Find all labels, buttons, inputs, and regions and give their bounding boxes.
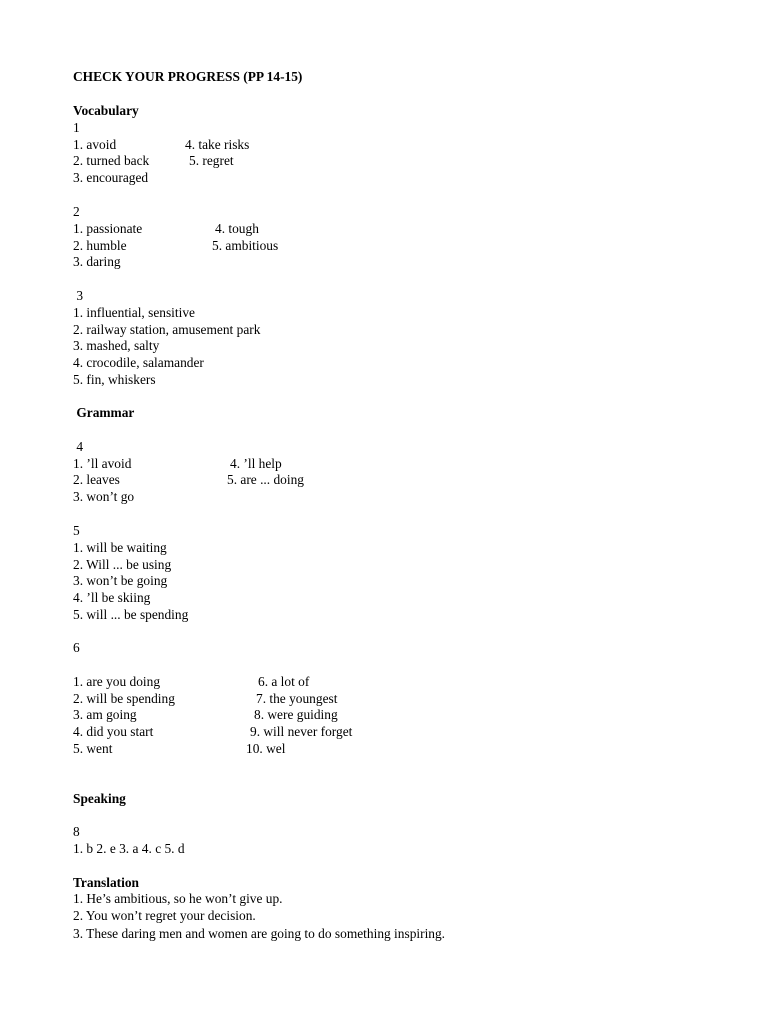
exercise-8-number: 8 — [73, 824, 80, 839]
ex6-answer-7: 7. the youngest — [256, 691, 338, 706]
translation-item: 1. He’s ambitious, so he won’t give up. — [73, 891, 283, 906]
ex1-answer-5: 5. regret — [189, 153, 234, 168]
exercise-3-number: 3 — [73, 288, 84, 303]
exercise-1-number: 1 — [73, 120, 80, 135]
translation-heading: Translation — [73, 875, 139, 890]
ex6-answer-1: 1. are you doing — [73, 674, 161, 689]
ex1-answer-1: 1. avoid — [73, 137, 117, 152]
ex4-answer-4: 4. ’ll help — [230, 456, 282, 471]
speaking-heading: Speaking — [73, 791, 126, 806]
ex2-answer-4: 4. tough — [215, 221, 259, 236]
ex6-answer-5: 5. went — [73, 741, 113, 756]
ex6-answer-8: 8. were guiding — [254, 707, 338, 722]
ex2-answer-3: 3. daring — [73, 254, 121, 269]
ex6-answer-9: 9. will never forget — [250, 724, 353, 739]
ex4-answer-1: 1. ’ll avoid — [73, 456, 132, 471]
ex5-answer: 5. will ... be spending — [73, 607, 189, 622]
ex6-answer-3: 3. am going — [73, 707, 137, 722]
ex1-answer-4: 4. take risks — [185, 137, 250, 152]
exercise-2-number: 2 — [73, 204, 80, 219]
ex4-answer-3: 3. won’t go — [73, 489, 135, 504]
ex4-answer-2: 2. leaves — [73, 472, 120, 487]
ex6-answer-2: 2. will be spending — [73, 691, 175, 706]
ex3-answer: 4. crocodile, salamander — [73, 355, 204, 370]
ex5-answer: 3. won’t be going — [73, 573, 168, 588]
ex3-answer: 2. railway station, amusement park — [73, 322, 261, 337]
exercise-4-number: 4 — [73, 439, 84, 454]
ex2-answer-5: 5. ambitious — [212, 238, 279, 253]
page-title: CHECK YOUR PROGRESS (PP 14-15) — [73, 69, 303, 84]
ex6-answer-6: 6. a lot of — [258, 674, 310, 689]
ex3-answer: 3. mashed, salty — [73, 338, 160, 353]
grammar-heading: Grammar — [73, 405, 135, 420]
exercise-5-number: 5 — [73, 523, 80, 538]
ex3-answer: 5. fin, whiskers — [73, 372, 156, 387]
exercise-6-number: 6 — [73, 640, 80, 655]
ex1-answer-3: 3. encouraged — [73, 170, 149, 185]
ex5-answer: 4. ’ll be skiing — [73, 590, 151, 605]
ex8-answer: 1. b 2. e 3. a 4. c 5. d — [73, 841, 185, 856]
ex1-answer-2: 2. turned back — [73, 153, 150, 168]
ex5-answer: 2. Will ... be using — [73, 557, 172, 572]
translation-item: 3. These daring men and women are going to do something inspiring. — [73, 926, 446, 941]
translation-item: 2. You won’t regret your decision. — [73, 908, 256, 923]
vocabulary-heading: Vocabulary — [73, 103, 139, 118]
ex2-answer-1: 1. passionate — [73, 221, 143, 236]
ex2-answer-2: 2. humble — [73, 238, 127, 253]
ex6-answer-10: 10. wel — [246, 741, 286, 756]
ex6-answer-4: 4. did you start — [73, 724, 154, 739]
ex3-answer: 1. influential, sensitive — [73, 305, 195, 320]
ex4-answer-5: 5. are ... doing — [227, 472, 304, 487]
ex5-answer: 1. will be waiting — [73, 540, 167, 555]
